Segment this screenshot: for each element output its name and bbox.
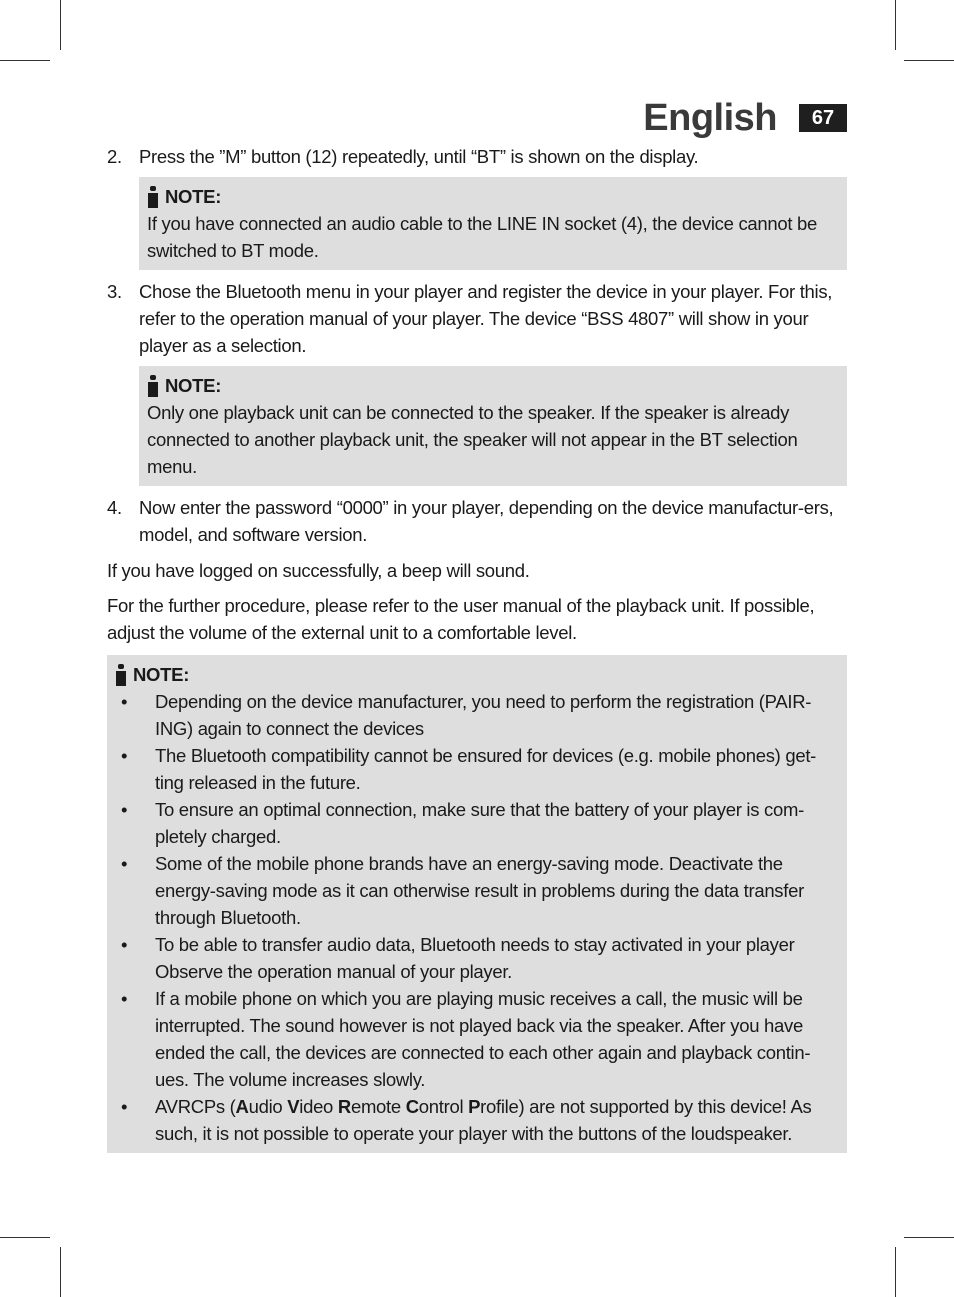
- note-label: NOTE:: [133, 664, 190, 685]
- step-text: Press the ”M” button (12) repeatedly, until “BT” is shown on the display.: [139, 146, 699, 167]
- crop-mark: [60, 0, 61, 50]
- step-item: [107, 143, 847, 170]
- bullet-item: [115, 850, 839, 931]
- note-heading: [147, 183, 839, 210]
- bullet-marker: •: [121, 691, 128, 712]
- avrcp-prefix: AVRCPs (: [155, 1096, 236, 1117]
- crop-mark: [60, 1247, 61, 1297]
- note-box: [107, 655, 847, 1153]
- step-item: [107, 278, 847, 359]
- info-icon: [147, 186, 159, 208]
- bullet-marker: •: [121, 934, 128, 955]
- step-item: [107, 494, 847, 548]
- info-icon: [115, 664, 127, 686]
- avrcp-word: ideo: [299, 1096, 338, 1117]
- avrcp-letter: V: [287, 1096, 300, 1117]
- avrcp-word: ontrol: [418, 1096, 469, 1117]
- note-box: [139, 366, 847, 486]
- page-content: [107, 143, 847, 1153]
- bullet-item: [115, 742, 839, 796]
- bullet-item: [115, 688, 839, 742]
- page-number-badge: 67: [799, 104, 847, 132]
- bullet-text: Some of the mobile phone brands have an energy-saving mode. Deactivate the energy-saving mode as it can otherwise result in problems during the data transfer through Bluetooth.: [155, 853, 804, 928]
- crop-mark: [0, 60, 50, 61]
- step-number: 3.: [107, 281, 122, 302]
- note-heading: [115, 661, 839, 688]
- note-heading: [147, 372, 839, 399]
- note-text: If you have connected an audio cable to the LINE IN socket (4), the device cannot be switched to BT mode.: [147, 213, 818, 261]
- bullet-item: [115, 1093, 839, 1147]
- avrcp-word: emote: [350, 1096, 406, 1117]
- crop-mark: [895, 1247, 896, 1297]
- bullet-text: If a mobile phone on which you are playing music receives a call, the music will be interrupted. The sound however is not played back via the speaker. After you have ended the call, the devices are connected to each other again and playback contin-ues. The volume increases slowly.: [155, 988, 811, 1090]
- step-number: 2.: [107, 146, 122, 167]
- bullet-item: [115, 985, 839, 1093]
- bullet-text: To ensure an optimal connection, make sure that the battery of your player is com-pletely charged.: [155, 799, 804, 847]
- crop-mark: [895, 0, 896, 50]
- page-header: [643, 96, 847, 140]
- note-label: NOTE:: [165, 186, 222, 207]
- avrcp-word: rofile) are not supported by this device! As such, it is not possible to operate your player with the buttons of the loudspeaker.: [155, 1096, 812, 1144]
- bullet-item: [115, 931, 839, 985]
- step-number: 4.: [107, 497, 122, 518]
- bullet-text-avrcp: [155, 1093, 839, 1147]
- crop-mark: [904, 1237, 954, 1238]
- bullet-text: To be able to transfer audio data, Bluetooth needs to stay activated in your player Observe the operation manual of your player.: [155, 934, 795, 982]
- bullet-text: Depending on the device manufacturer, you need to perform the registration (PAIR-ING) again to connect the devices: [155, 691, 812, 739]
- avrcp-letter: A: [235, 1096, 249, 1117]
- bullet-item: [115, 796, 839, 850]
- bullet-marker: •: [121, 853, 128, 874]
- crop-mark: [0, 1237, 50, 1238]
- bullet-marker: •: [121, 988, 128, 1009]
- body-paragraph: If you have logged on successfully, a beep will sound.: [107, 560, 530, 581]
- note-box: [139, 177, 847, 270]
- crop-mark: [904, 60, 954, 61]
- bullet-marker: •: [121, 745, 128, 766]
- avrcp-word: udio: [248, 1096, 288, 1117]
- avrcp-letter: C: [405, 1096, 419, 1117]
- note-text: Only one playback unit can be connected to the speaker. If the speaker is already connected to another playback unit, the speaker will not appear in the BT selection menu.: [147, 402, 798, 477]
- note-label: NOTE:: [165, 375, 222, 396]
- bullet-marker: •: [121, 799, 128, 820]
- body-paragraph: For the further procedure, please refer to the user manual of the playback unit. If possible, adjust the volume of the external unit to a comfortable level.: [107, 595, 815, 643]
- language-title: English: [643, 97, 777, 139]
- avrcp-letter: R: [337, 1096, 351, 1117]
- step-text: Now enter the password “0000” in your player, depending on the device manufactur-ers, model, and software version.: [139, 497, 834, 545]
- bullet-marker: •: [121, 1096, 128, 1117]
- step-text: Chose the Bluetooth menu in your player and register the device in your player. For this, refer to the operation manual of your player. The device “BSS 4807” will show in your player as a selection.: [139, 281, 833, 356]
- avrcp-letter: P: [468, 1096, 481, 1117]
- bullet-text: The Bluetooth compatibility cannot be ensured for devices (e.g. mobile phones) get-ting released in the future.: [155, 745, 817, 793]
- info-icon: [147, 375, 159, 397]
